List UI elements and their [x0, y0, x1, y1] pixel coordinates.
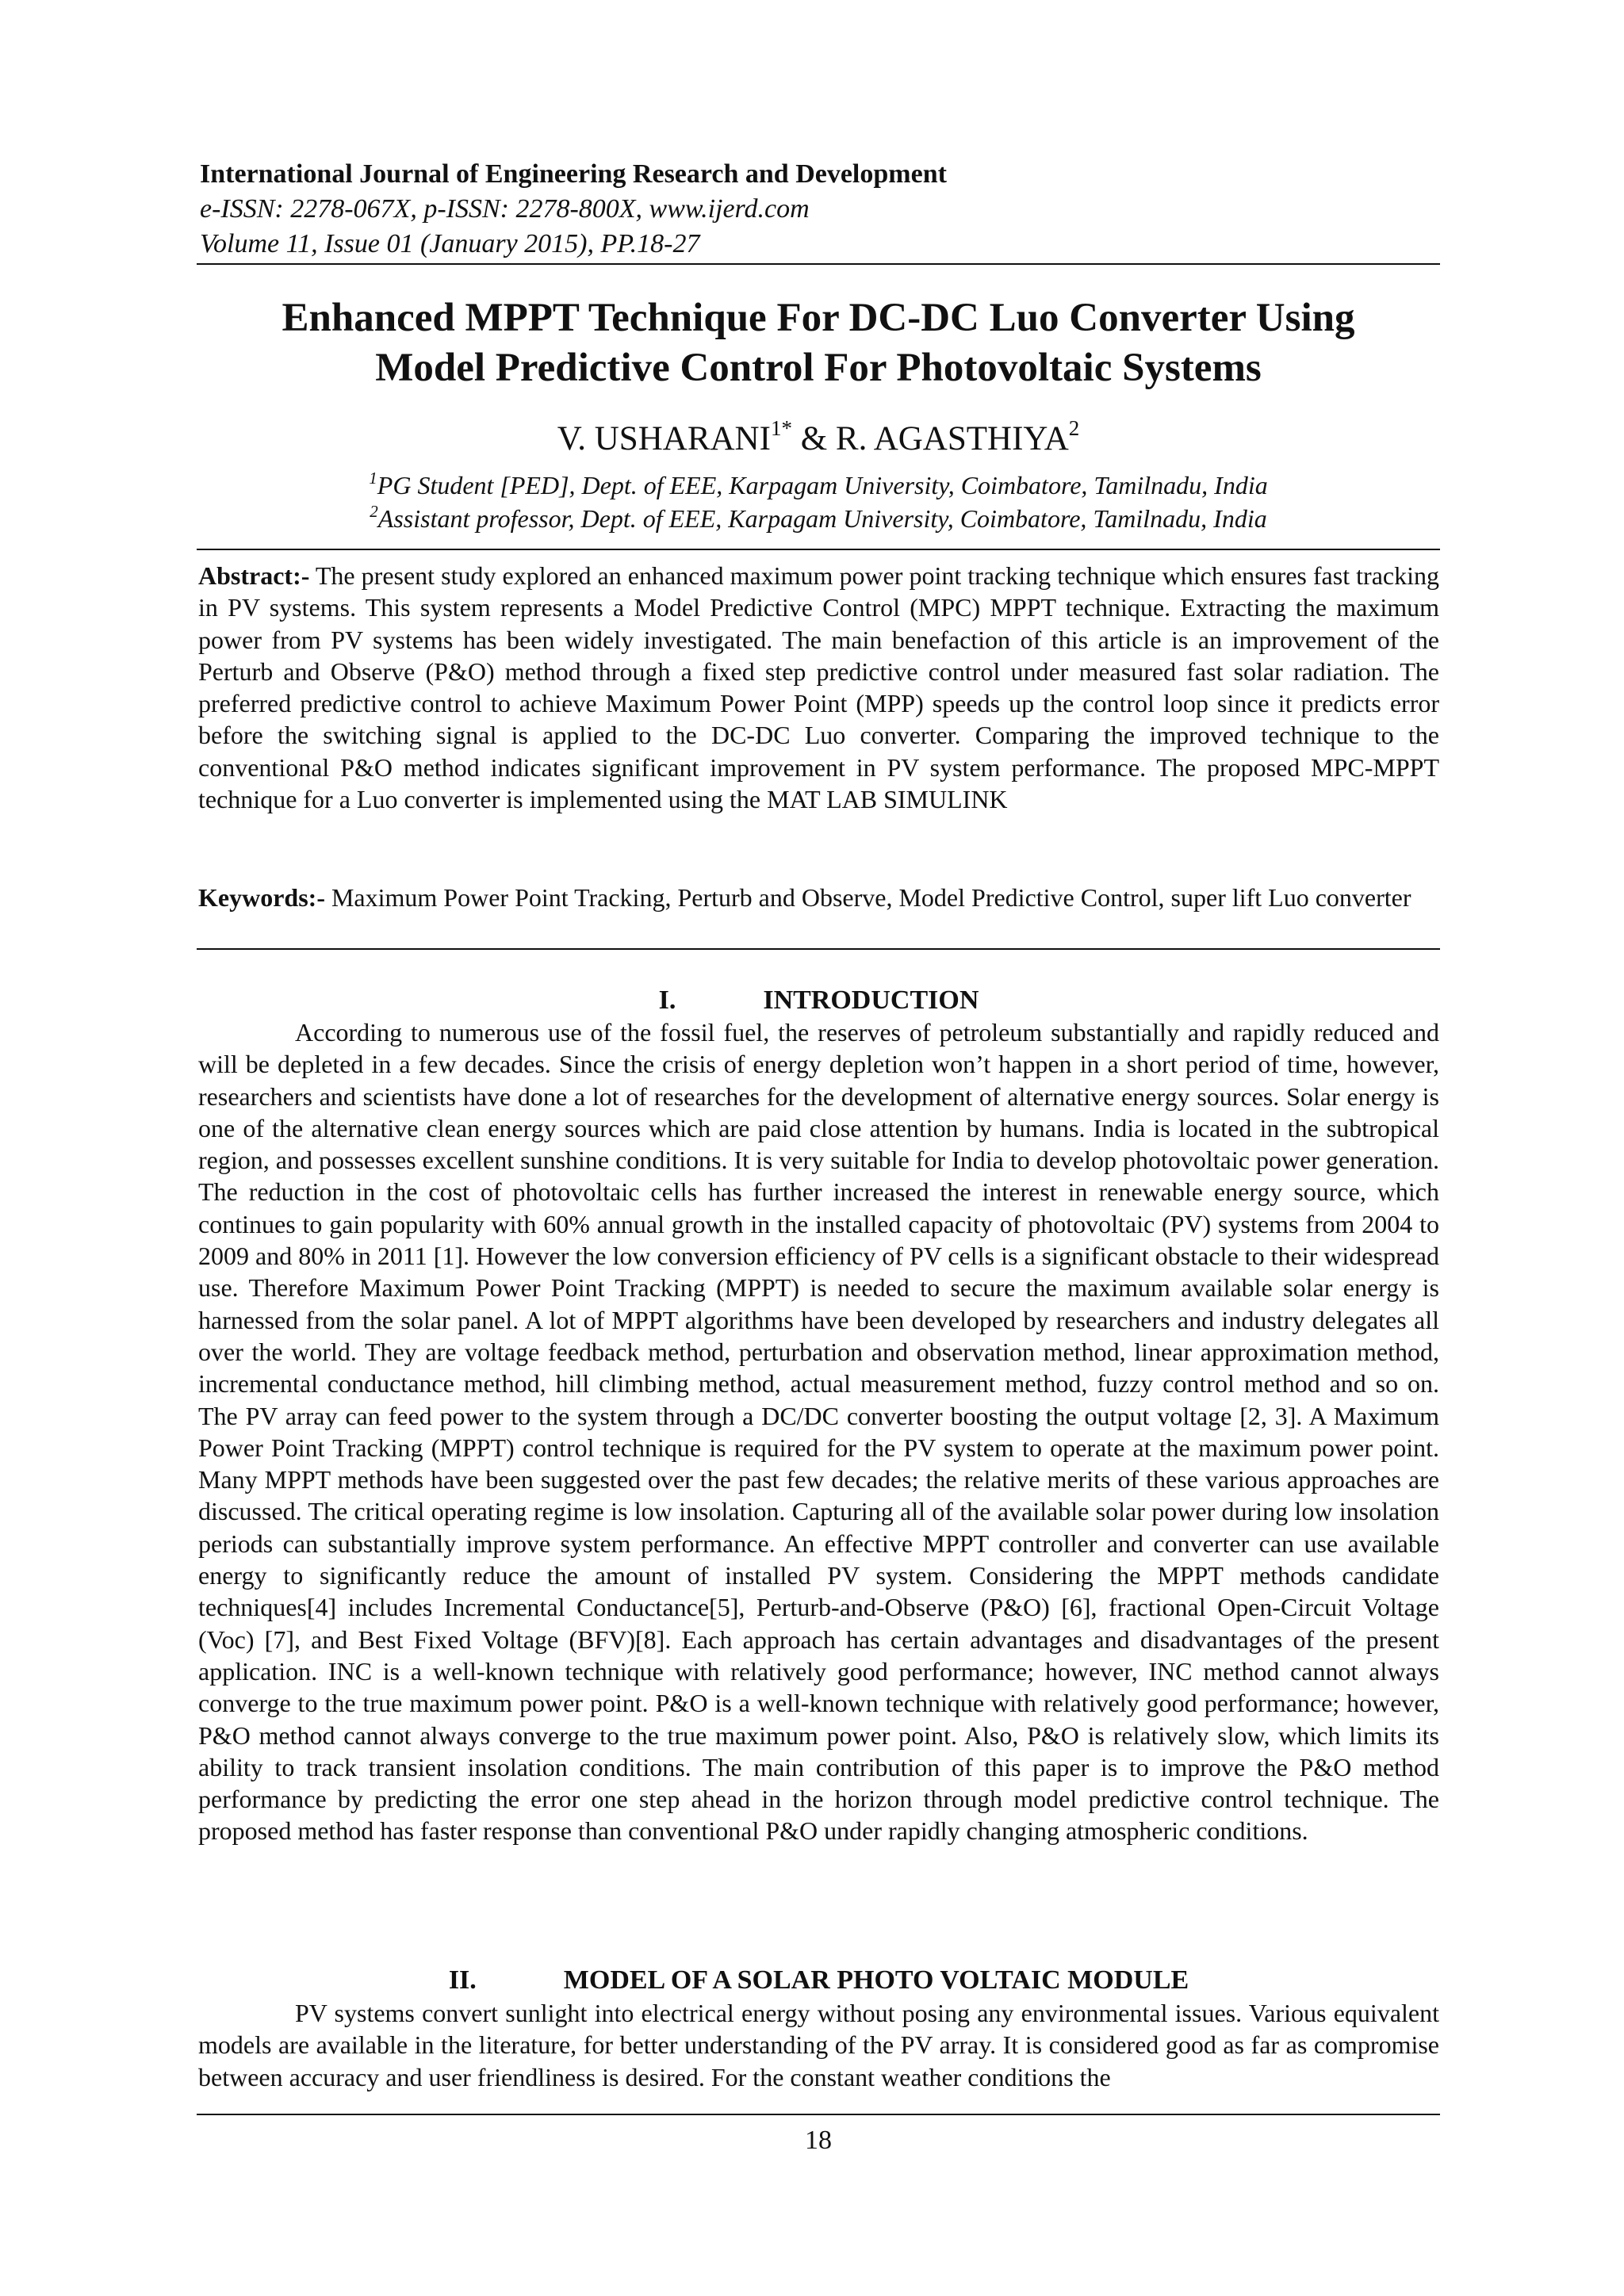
- affiliation-2-text: Assistant professor, Dept. of EEE, Karpagam University, Coimbatore, Tamilnadu, India: [377, 504, 1267, 533]
- journal-name: International Journal of Engineering Research and Development: [200, 159, 947, 189]
- keywords-text: Maximum Power Point Tracking, Perturb and Observe, Model Predictive Control, super lift Luo converter: [324, 883, 1411, 912]
- section-heading-model: [198, 1963, 1439, 1998]
- paper-title: [197, 293, 1440, 393]
- journal-header: [200, 157, 1437, 262]
- section-1-body: According to numerous use of the fossil fuel, the reserves of petroleum substantially and rapidly reduced and will be depleted in a few decades. Since the crisis of energy depletion won’t happen in a short period of time, however, researchers and scientists have done a lot of researches for the development of alternative energy sources. Solar energy is one of the alternative clean energy sources which are paid close attention by humans. India is located in the subtropical region, and possesses excellent sunshine conditions. It is very suitable for India to develop photovoltaic power generation. The reduction in the cost of photovoltaic cells has further increased the interest in renewable energy source, which continues to gain popularity with 60% annual growth in the installed capacity of photovoltaic (PV) systems from 2004 to 2009 and 80% in 2011 [1]. However the low conversion efficiency of PV cells is a significant obstacle to their widespread use. Therefore Maximum Power Point Tracking (MPPT) is needed to secure the maximum available solar energy is harnessed from the solar panel. A lot of MPPT algorithms have been developed by researchers and industry delegates all over the world. They are voltage feedback method, perturbation and observation method, linear approximation method, incremental conductance method, hill climbing method, actual measurement method, fuzzy control method and so on. The PV array can feed power to the system through a DC/DC converter boosting the output voltage [2, 3]. A Maximum Power Point Tracking (MPPT) control technique is required for the PV system to operate at the maximum power point. Many MPPT methods have been suggested over the past few decades; the relative merits of these various approaches are discussed. The critical operating regime is low insolation. Capturing all of the available solar power during low insolation periods can substantially improve system performance. An effective MPPT controller and converter can use available energy to significantly reduce the amount of installed PV system. Considering the MPPT methods candidate techniques[4] includes Incremental Conductance[5], Perturb-and-Observe (P&O) [6], fractional Open-Circuit Voltage (Voc) [7], and Best Fixed Voltage (BFV)[8]. Each approach has certain advantages and disadvantages of the present application. INC is a well-known technique with relatively good performance; however, INC method cannot always converge to the true maximum power point. P&O is a well-known technique with relatively good performance; however, P&O method cannot always converge to the true maximum power point. Also, P&O is relatively slow, which limits its ability to track transient insolation conditions. The main contribution of this paper is to improve the P&O method performance by predicting the error one step ahead in the horizon through model predictive control technique. The proposed method has faster response than conventional P&O under rapidly changing atmospheric conditions.: [198, 1018, 1439, 1846]
- journal-volume: Volume 11, Issue 01 (January 2015), PP.18-27: [200, 229, 700, 258]
- author-1-mark: 1*: [770, 416, 792, 440]
- footer-rule: [197, 2114, 1440, 2115]
- title-line-1: Enhanced MPPT Technique For DC-DC Luo Converter Using: [282, 296, 1355, 340]
- author-separator: &: [791, 420, 836, 457]
- title-line-2: Model Predictive Control For Photovoltaic Systems: [375, 346, 1262, 390]
- section-1-title: INTRODUCTION: [763, 985, 979, 1015]
- abstract-label: Abstract:-: [198, 561, 310, 590]
- section-heading-introduction: [198, 983, 1439, 1018]
- page-number: 18: [805, 2126, 832, 2155]
- affiliation-1-text: PG Student [PED], Dept. of EEE, Karpagam University, Coimbatore, Tamilnadu, India: [377, 471, 1268, 499]
- abstract-top-rule: [197, 549, 1440, 550]
- header-rule: [197, 263, 1440, 265]
- keywords-bottom-rule: [197, 948, 1440, 950]
- section-2-body: PV systems convert sunlight into electrical energy without posing any environmental issues. Various equivalent models are available in the literature, for better understanding of the PV array. It is considered good as far as compromise between accuracy and user friendliness is desired. For the constant weather conditions the: [198, 1999, 1439, 2091]
- author-1: V. USHARANI: [557, 420, 771, 457]
- section-2-title: MODEL OF A SOLAR PHOTO VOLTAIC MODULE: [563, 1965, 1189, 1995]
- affiliation-1: [197, 469, 1440, 501]
- author-list: [197, 418, 1440, 461]
- journal-issn: e-ISSN: 2278-067X, p-ISSN: 2278-800X, www.ijerd.com: [200, 194, 810, 224]
- author-2: R. AGASTHIYA: [835, 420, 1069, 457]
- affiliation-2: [197, 503, 1440, 534]
- author-2-mark: 2: [1068, 416, 1080, 440]
- abstract: [198, 560, 1439, 815]
- keywords-label: Keywords:-: [198, 883, 325, 912]
- keywords: [198, 882, 1439, 913]
- affiliation-1-mark: 1: [369, 469, 377, 488]
- abstract-text: The present study explored an enhanced maximum power point tracking technique which ensures fast tracking in PV systems. This system represents a Model Predictive Control (MPC) MPPT technique. Extracting the maximum power from PV systems has been widely investigated. The main benefaction of this article is an improvement of the Perturb and Observe (P&O) method through a fixed step predictive control under measured fast solar radiation. The preferred predictive control to achieve Maximum Power Point (MPP) speeds up the control loop since it predicts error before the switching signal is applied to the DC-DC Luo converter. Comparing the improved technique to the conventional P&O method indicates significant improvement in PV system performance. The proposed MPC-MPPT technique for a Luo converter is implemented using the MAT LAB SIMULINK: [198, 561, 1439, 814]
- section-1-number: I.: [658, 985, 676, 1015]
- affiliation-2-mark: 2: [370, 502, 378, 521]
- section-2-number: II.: [448, 1965, 477, 1995]
